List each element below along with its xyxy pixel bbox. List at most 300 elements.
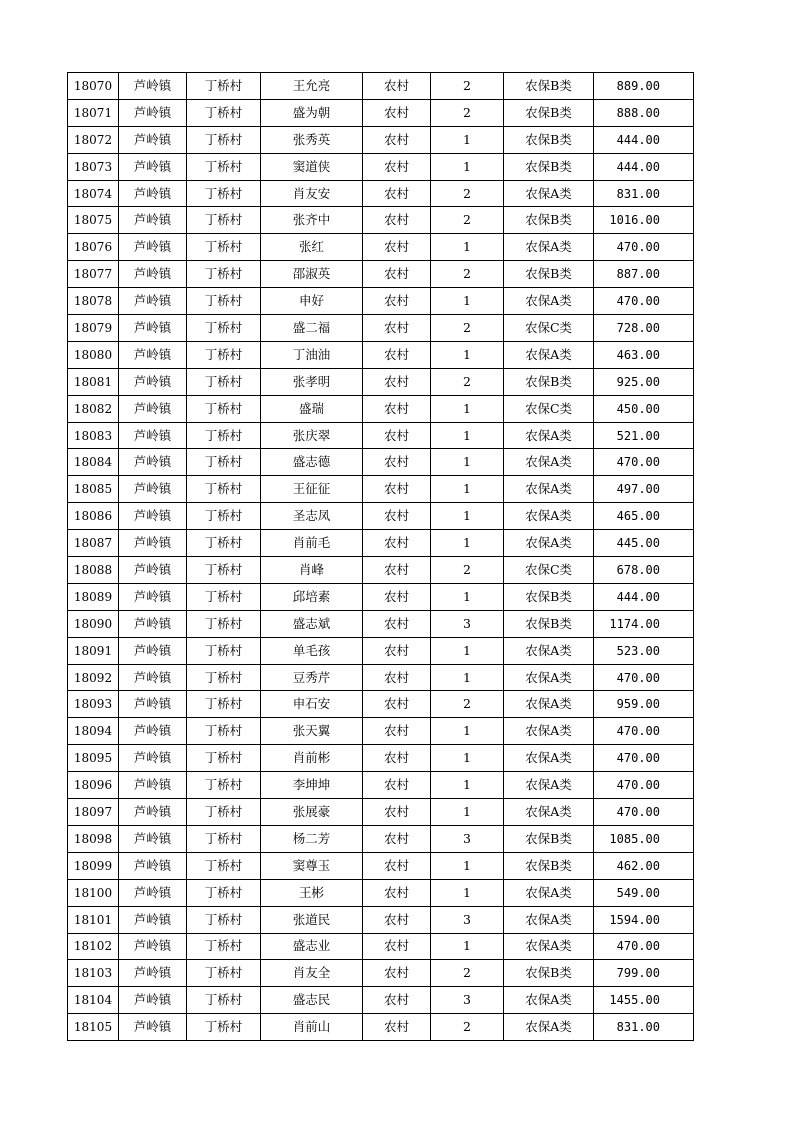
person-name-cell: 盛志业 — [261, 933, 363, 960]
area-type-cell: 农村 — [363, 987, 431, 1014]
record-id-cell: 18082 — [68, 395, 119, 422]
record-id-cell: 18096 — [68, 772, 119, 799]
amount-cell: 465.00 — [594, 503, 694, 530]
village-name-cell: 丁桥村 — [187, 341, 261, 368]
insurance-category-cell: 农保B类 — [504, 73, 594, 100]
record-id-cell: 18103 — [68, 960, 119, 987]
table-row — [68, 315, 694, 342]
household-count-cell: 1 — [431, 503, 504, 530]
household-count-cell: 2 — [431, 207, 504, 234]
insurance-category-cell: 农保A类 — [504, 476, 594, 503]
record-id-cell: 18100 — [68, 879, 119, 906]
household-count-cell: 2 — [431, 691, 504, 718]
amount-cell: 470.00 — [594, 933, 694, 960]
person-name-cell: 申石安 — [261, 691, 363, 718]
area-type-cell: 农村 — [363, 960, 431, 987]
record-id-cell: 18092 — [68, 664, 119, 691]
village-name-cell: 丁桥村 — [187, 1014, 261, 1041]
person-name-cell: 盛二福 — [261, 315, 363, 342]
record-id-cell: 18084 — [68, 449, 119, 476]
area-type-cell: 农村 — [363, 180, 431, 207]
household-count-cell: 2 — [431, 180, 504, 207]
record-id-cell: 18081 — [68, 368, 119, 395]
table-row — [68, 852, 694, 879]
town-name-cell: 芦岭镇 — [119, 906, 187, 933]
town-name-cell: 芦岭镇 — [119, 341, 187, 368]
household-count-cell: 1 — [431, 234, 504, 261]
area-type-cell: 农村 — [363, 73, 431, 100]
table-row — [68, 906, 694, 933]
table-row — [68, 153, 694, 180]
village-name-cell: 丁桥村 — [187, 99, 261, 126]
town-name-cell: 芦岭镇 — [119, 234, 187, 261]
household-count-cell: 1 — [431, 745, 504, 772]
person-name-cell: 肖峰 — [261, 557, 363, 584]
town-name-cell: 芦岭镇 — [119, 557, 187, 584]
household-count-cell: 2 — [431, 1014, 504, 1041]
person-name-cell: 盛志民 — [261, 987, 363, 1014]
area-type-cell: 农村 — [363, 745, 431, 772]
town-name-cell: 芦岭镇 — [119, 799, 187, 826]
area-type-cell: 农村 — [363, 557, 431, 584]
person-name-cell: 盛瑞 — [261, 395, 363, 422]
table-row — [68, 422, 694, 449]
town-name-cell: 芦岭镇 — [119, 960, 187, 987]
insurance-category-cell: 农保B类 — [504, 368, 594, 395]
household-count-cell: 3 — [431, 610, 504, 637]
table-row — [68, 449, 694, 476]
village-name-cell: 丁桥村 — [187, 234, 261, 261]
village-name-cell: 丁桥村 — [187, 503, 261, 530]
table-row — [68, 583, 694, 610]
record-id-cell: 18088 — [68, 557, 119, 584]
amount-cell: 549.00 — [594, 879, 694, 906]
amount-cell: 444.00 — [594, 153, 694, 180]
person-name-cell: 盛志德 — [261, 449, 363, 476]
area-type-cell: 农村 — [363, 583, 431, 610]
table-row — [68, 395, 694, 422]
area-type-cell: 农村 — [363, 476, 431, 503]
person-name-cell: 杨二芳 — [261, 825, 363, 852]
amount-cell: 1594.00 — [594, 906, 694, 933]
table-row — [68, 718, 694, 745]
record-id-cell: 18072 — [68, 126, 119, 153]
insurance-category-cell: 农保A类 — [504, 422, 594, 449]
area-type-cell: 农村 — [363, 395, 431, 422]
insurance-category-cell: 农保A类 — [504, 341, 594, 368]
person-name-cell: 王征征 — [261, 476, 363, 503]
village-name-cell: 丁桥村 — [187, 852, 261, 879]
table-row — [68, 691, 694, 718]
table-row — [68, 530, 694, 557]
area-type-cell: 农村 — [363, 503, 431, 530]
table-row — [68, 261, 694, 288]
insurance-category-cell: 农保A类 — [504, 879, 594, 906]
insurance-category-cell: 农保A类 — [504, 288, 594, 315]
amount-cell: 450.00 — [594, 395, 694, 422]
table-row — [68, 341, 694, 368]
village-name-cell: 丁桥村 — [187, 476, 261, 503]
record-id-cell: 18087 — [68, 530, 119, 557]
area-type-cell: 农村 — [363, 234, 431, 261]
town-name-cell: 芦岭镇 — [119, 368, 187, 395]
record-id-cell: 18077 — [68, 261, 119, 288]
area-type-cell: 农村 — [363, 368, 431, 395]
area-type-cell: 农村 — [363, 261, 431, 288]
insurance-category-cell: 农保B类 — [504, 960, 594, 987]
household-count-cell: 2 — [431, 315, 504, 342]
village-name-cell: 丁桥村 — [187, 879, 261, 906]
table-row — [68, 933, 694, 960]
table-row — [68, 879, 694, 906]
town-name-cell: 芦岭镇 — [119, 987, 187, 1014]
household-count-cell: 1 — [431, 153, 504, 180]
insurance-category-cell: 农保A类 — [504, 1014, 594, 1041]
table-row — [68, 799, 694, 826]
area-type-cell: 农村 — [363, 422, 431, 449]
area-type-cell: 农村 — [363, 153, 431, 180]
person-name-cell: 李坤坤 — [261, 772, 363, 799]
amount-cell: 959.00 — [594, 691, 694, 718]
person-name-cell: 肖友全 — [261, 960, 363, 987]
record-id-cell: 18098 — [68, 825, 119, 852]
insurance-category-cell: 农保C类 — [504, 395, 594, 422]
amount-cell: 1174.00 — [594, 610, 694, 637]
insurance-category-cell: 农保C类 — [504, 557, 594, 584]
household-count-cell: 1 — [431, 476, 504, 503]
record-id-cell: 18093 — [68, 691, 119, 718]
town-name-cell: 芦岭镇 — [119, 476, 187, 503]
record-id-cell: 18102 — [68, 933, 119, 960]
household-count-cell: 1 — [431, 933, 504, 960]
village-name-cell: 丁桥村 — [187, 153, 261, 180]
person-name-cell: 圣志凤 — [261, 503, 363, 530]
town-name-cell: 芦岭镇 — [119, 691, 187, 718]
household-count-cell: 1 — [431, 852, 504, 879]
household-count-cell: 3 — [431, 906, 504, 933]
record-id-cell: 18097 — [68, 799, 119, 826]
town-name-cell: 芦岭镇 — [119, 99, 187, 126]
household-count-cell: 1 — [431, 288, 504, 315]
town-name-cell: 芦岭镇 — [119, 422, 187, 449]
record-id-cell: 18073 — [68, 153, 119, 180]
table-row — [68, 664, 694, 691]
household-count-cell: 1 — [431, 637, 504, 664]
table-row — [68, 180, 694, 207]
area-type-cell: 农村 — [363, 341, 431, 368]
person-name-cell: 丁油油 — [261, 341, 363, 368]
insurance-category-cell: 农保B类 — [504, 207, 594, 234]
amount-cell: 831.00 — [594, 1014, 694, 1041]
amount-cell: 889.00 — [594, 73, 694, 100]
person-name-cell: 张天翼 — [261, 718, 363, 745]
village-name-cell: 丁桥村 — [187, 315, 261, 342]
town-name-cell: 芦岭镇 — [119, 879, 187, 906]
person-name-cell: 窦道侠 — [261, 153, 363, 180]
table-row — [68, 1014, 694, 1041]
insurance-category-cell: 农保A类 — [504, 799, 594, 826]
person-name-cell: 王允亮 — [261, 73, 363, 100]
village-name-cell: 丁桥村 — [187, 772, 261, 799]
insurance-category-cell: 农保B类 — [504, 99, 594, 126]
area-type-cell: 农村 — [363, 852, 431, 879]
town-name-cell: 芦岭镇 — [119, 261, 187, 288]
person-name-cell: 盛志斌 — [261, 610, 363, 637]
village-name-cell: 丁桥村 — [187, 261, 261, 288]
household-count-cell: 1 — [431, 799, 504, 826]
record-id-cell: 18105 — [68, 1014, 119, 1041]
record-id-cell: 18091 — [68, 637, 119, 664]
insurance-category-cell: 农保B类 — [504, 583, 594, 610]
person-name-cell: 张道民 — [261, 906, 363, 933]
insurance-category-cell: 农保A类 — [504, 718, 594, 745]
person-name-cell: 张孝明 — [261, 368, 363, 395]
table-row — [68, 99, 694, 126]
person-name-cell: 窦尊玉 — [261, 852, 363, 879]
record-id-cell: 18089 — [68, 583, 119, 610]
household-count-cell: 2 — [431, 557, 504, 584]
household-count-cell: 1 — [431, 664, 504, 691]
amount-cell: 470.00 — [594, 772, 694, 799]
area-type-cell: 农村 — [363, 449, 431, 476]
record-id-cell: 18083 — [68, 422, 119, 449]
village-name-cell: 丁桥村 — [187, 745, 261, 772]
village-name-cell: 丁桥村 — [187, 664, 261, 691]
town-name-cell: 芦岭镇 — [119, 207, 187, 234]
amount-cell: 470.00 — [594, 799, 694, 826]
person-name-cell: 肖前毛 — [261, 530, 363, 557]
person-name-cell: 张秀英 — [261, 126, 363, 153]
insurance-category-cell: 农保A类 — [504, 987, 594, 1014]
village-name-cell: 丁桥村 — [187, 825, 261, 852]
area-type-cell: 农村 — [363, 772, 431, 799]
person-name-cell: 肖前山 — [261, 1014, 363, 1041]
household-count-cell: 1 — [431, 583, 504, 610]
village-name-cell: 丁桥村 — [187, 180, 261, 207]
record-id-cell: 18078 — [68, 288, 119, 315]
village-name-cell: 丁桥村 — [187, 691, 261, 718]
town-name-cell: 芦岭镇 — [119, 315, 187, 342]
insurance-category-cell: 农保B类 — [504, 261, 594, 288]
amount-cell: 1455.00 — [594, 987, 694, 1014]
area-type-cell: 农村 — [363, 825, 431, 852]
insurance-category-cell: 农保B类 — [504, 153, 594, 180]
insurance-category-cell: 农保B类 — [504, 610, 594, 637]
insurance-category-cell: 农保C类 — [504, 315, 594, 342]
person-name-cell: 肖前彬 — [261, 745, 363, 772]
table-row — [68, 126, 694, 153]
insurance-category-cell: 农保A类 — [504, 745, 594, 772]
town-name-cell: 芦岭镇 — [119, 530, 187, 557]
household-count-cell: 1 — [431, 879, 504, 906]
town-name-cell: 芦岭镇 — [119, 180, 187, 207]
amount-cell: 888.00 — [594, 99, 694, 126]
insurance-category-cell: 农保A类 — [504, 234, 594, 261]
record-id-cell: 18075 — [68, 207, 119, 234]
record-id-cell: 18101 — [68, 906, 119, 933]
insurance-category-cell: 农保B类 — [504, 825, 594, 852]
table-row — [68, 772, 694, 799]
table-row — [68, 288, 694, 315]
town-name-cell: 芦岭镇 — [119, 610, 187, 637]
person-name-cell: 王彬 — [261, 879, 363, 906]
amount-cell: 1085.00 — [594, 825, 694, 852]
town-name-cell: 芦岭镇 — [119, 772, 187, 799]
insurance-category-cell: 农保B类 — [504, 852, 594, 879]
town-name-cell: 芦岭镇 — [119, 664, 187, 691]
record-id-cell: 18085 — [68, 476, 119, 503]
record-id-cell: 18095 — [68, 745, 119, 772]
amount-cell: 444.00 — [594, 583, 694, 610]
village-name-cell: 丁桥村 — [187, 718, 261, 745]
village-name-cell: 丁桥村 — [187, 583, 261, 610]
record-id-cell: 18076 — [68, 234, 119, 261]
village-name-cell: 丁桥村 — [187, 207, 261, 234]
insurance-category-cell: 农保A类 — [504, 933, 594, 960]
person-name-cell: 肖友安 — [261, 180, 363, 207]
village-name-cell: 丁桥村 — [187, 799, 261, 826]
person-name-cell: 单毛孩 — [261, 637, 363, 664]
town-name-cell: 芦岭镇 — [119, 933, 187, 960]
record-id-cell: 18071 — [68, 99, 119, 126]
amount-cell: 470.00 — [594, 234, 694, 261]
amount-cell: 799.00 — [594, 960, 694, 987]
town-name-cell: 芦岭镇 — [119, 395, 187, 422]
record-id-cell: 18090 — [68, 610, 119, 637]
town-name-cell: 芦岭镇 — [119, 852, 187, 879]
table-row — [68, 503, 694, 530]
amount-cell: 444.00 — [594, 126, 694, 153]
area-type-cell: 农村 — [363, 664, 431, 691]
record-id-cell: 18086 — [68, 503, 119, 530]
table-row — [68, 557, 694, 584]
amount-cell: 445.00 — [594, 530, 694, 557]
table-body — [68, 73, 694, 1041]
village-name-cell: 丁桥村 — [187, 906, 261, 933]
table-row — [68, 825, 694, 852]
household-count-cell: 1 — [431, 126, 504, 153]
amount-cell: 470.00 — [594, 745, 694, 772]
area-type-cell: 农村 — [363, 99, 431, 126]
household-count-cell: 1 — [431, 449, 504, 476]
village-name-cell: 丁桥村 — [187, 637, 261, 664]
area-type-cell: 农村 — [363, 530, 431, 557]
table-row — [68, 987, 694, 1014]
household-count-cell: 1 — [431, 772, 504, 799]
amount-cell: 831.00 — [594, 180, 694, 207]
person-name-cell: 张展豪 — [261, 799, 363, 826]
town-name-cell: 芦岭镇 — [119, 73, 187, 100]
area-type-cell: 农村 — [363, 879, 431, 906]
household-count-cell: 1 — [431, 395, 504, 422]
area-type-cell: 农村 — [363, 610, 431, 637]
area-type-cell: 农村 — [363, 799, 431, 826]
table-row — [68, 368, 694, 395]
insurance-category-cell: 农保B类 — [504, 126, 594, 153]
household-count-cell: 2 — [431, 99, 504, 126]
household-count-cell: 1 — [431, 341, 504, 368]
table-row — [68, 960, 694, 987]
area-type-cell: 农村 — [363, 207, 431, 234]
amount-cell: 521.00 — [594, 422, 694, 449]
town-name-cell: 芦岭镇 — [119, 288, 187, 315]
town-name-cell: 芦岭镇 — [119, 825, 187, 852]
town-name-cell: 芦岭镇 — [119, 637, 187, 664]
insurance-category-cell: 农保A类 — [504, 530, 594, 557]
area-type-cell: 农村 — [363, 315, 431, 342]
insurance-category-cell: 农保A类 — [504, 449, 594, 476]
person-name-cell: 张齐中 — [261, 207, 363, 234]
village-name-cell: 丁桥村 — [187, 610, 261, 637]
record-id-cell: 18079 — [68, 315, 119, 342]
town-name-cell: 芦岭镇 — [119, 153, 187, 180]
household-count-cell: 2 — [431, 368, 504, 395]
insurance-category-cell: 农保A类 — [504, 906, 594, 933]
area-type-cell: 农村 — [363, 126, 431, 153]
record-id-cell: 18080 — [68, 341, 119, 368]
person-name-cell: 盛为朝 — [261, 99, 363, 126]
town-name-cell: 芦岭镇 — [119, 126, 187, 153]
household-count-cell: 2 — [431, 960, 504, 987]
household-count-cell: 1 — [431, 718, 504, 745]
amount-cell: 470.00 — [594, 718, 694, 745]
household-count-cell: 2 — [431, 261, 504, 288]
village-name-cell: 丁桥村 — [187, 933, 261, 960]
amount-cell: 925.00 — [594, 368, 694, 395]
record-id-cell: 18070 — [68, 73, 119, 100]
village-name-cell: 丁桥村 — [187, 960, 261, 987]
village-name-cell: 丁桥村 — [187, 987, 261, 1014]
amount-cell: 463.00 — [594, 341, 694, 368]
person-name-cell: 申好 — [261, 288, 363, 315]
village-name-cell: 丁桥村 — [187, 73, 261, 100]
village-name-cell: 丁桥村 — [187, 449, 261, 476]
village-name-cell: 丁桥村 — [187, 557, 261, 584]
amount-cell: 728.00 — [594, 315, 694, 342]
record-id-cell: 18074 — [68, 180, 119, 207]
village-name-cell: 丁桥村 — [187, 395, 261, 422]
insurance-category-cell: 农保A类 — [504, 772, 594, 799]
town-name-cell: 芦岭镇 — [119, 718, 187, 745]
record-table — [67, 72, 694, 1041]
person-name-cell: 张庆翠 — [261, 422, 363, 449]
town-name-cell: 芦岭镇 — [119, 503, 187, 530]
amount-cell: 462.00 — [594, 852, 694, 879]
town-name-cell: 芦岭镇 — [119, 583, 187, 610]
amount-cell: 523.00 — [594, 637, 694, 664]
area-type-cell: 农村 — [363, 691, 431, 718]
person-name-cell: 邵淑英 — [261, 261, 363, 288]
household-count-cell: 3 — [431, 987, 504, 1014]
town-name-cell: 芦岭镇 — [119, 745, 187, 772]
insurance-category-cell: 农保A类 — [504, 180, 594, 207]
insurance-category-cell: 农保A类 — [504, 691, 594, 718]
town-name-cell: 芦岭镇 — [119, 1014, 187, 1041]
insurance-category-cell: 农保A类 — [504, 637, 594, 664]
village-name-cell: 丁桥村 — [187, 288, 261, 315]
table-row — [68, 234, 694, 261]
household-count-cell: 2 — [431, 73, 504, 100]
area-type-cell: 农村 — [363, 288, 431, 315]
amount-cell: 887.00 — [594, 261, 694, 288]
area-type-cell: 农村 — [363, 933, 431, 960]
table-row — [68, 476, 694, 503]
insurance-category-cell: 农保A类 — [504, 503, 594, 530]
amount-cell: 678.00 — [594, 557, 694, 584]
amount-cell: 470.00 — [594, 664, 694, 691]
record-id-cell: 18104 — [68, 987, 119, 1014]
amount-cell: 470.00 — [594, 288, 694, 315]
